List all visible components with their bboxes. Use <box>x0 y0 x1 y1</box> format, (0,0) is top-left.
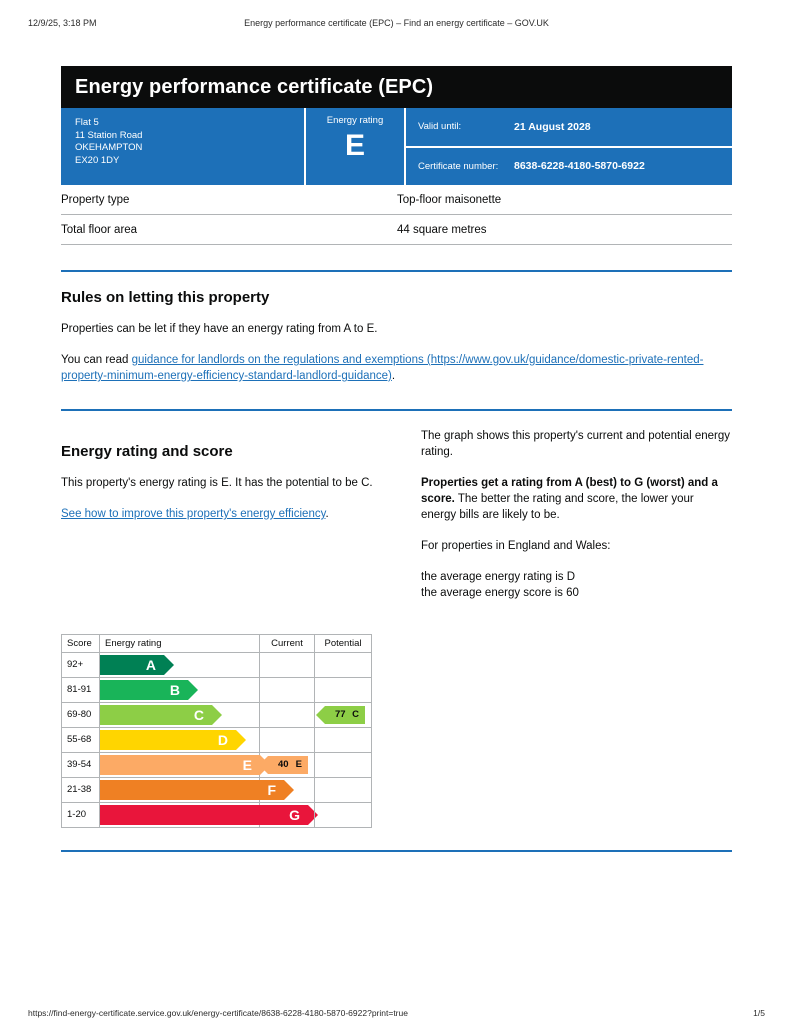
band-bar-a <box>100 655 164 675</box>
energy-rating-badge <box>306 108 406 185</box>
graph-col-score: Score <box>62 635 100 652</box>
band-area <box>100 703 260 727</box>
improve-efficiency-paragraph <box>61 506 421 522</box>
energy-rating-and-score-section <box>61 426 732 616</box>
certificate-number-value: 8638-6228-4180-5870-6922 <box>514 160 645 173</box>
energy-rating-label: Energy rating <box>326 115 384 126</box>
current-cell <box>260 728 315 752</box>
letting-rules-heading: Rules on letting this property <box>61 289 270 306</box>
graph-intro-text: The graph shows this property's current and potential energy rating. <box>421 430 731 458</box>
section-divider <box>61 409 732 411</box>
average-energy-score: the average energy score is 60 <box>421 587 579 599</box>
potential-cell <box>315 778 371 802</box>
band-bar-b <box>100 680 188 700</box>
current-rating-marker <box>268 756 308 774</box>
epc-rating-graph <box>61 634 372 828</box>
current-cell <box>260 803 315 827</box>
potential-cell <box>315 653 371 677</box>
rating-explainer-rest: The better the rating and score, the lower your energy bills are likely to be. <box>421 493 694 521</box>
improve-link-suffix: . <box>325 508 329 520</box>
section-divider-bottom <box>61 850 732 852</box>
letting-rules-paragraph: Properties can be let if they have an energy rating from A to E. <box>61 323 378 335</box>
valid-until-label: Valid until: <box>418 121 462 133</box>
graph-band-row <box>62 778 371 803</box>
band-score: 69-80 <box>62 703 100 727</box>
guidance-suffix: . <box>391 370 396 382</box>
current-cell <box>260 753 315 777</box>
band-area <box>100 728 260 752</box>
energy-rating-heading: Energy rating and score <box>61 443 233 460</box>
print-url: https://find-energy-certificate.service.gov.uk/energy-certificate/8638-6228-4180-5870-6922?print=true <box>28 1008 408 1018</box>
document-content <box>61 66 732 852</box>
guidance-prefix: You can read <box>61 354 132 366</box>
current-score: 40 <box>278 759 289 770</box>
band-bar-e <box>100 755 260 775</box>
graph-band-row <box>62 728 371 753</box>
band-letter: G <box>289 807 300 823</box>
certificate-number-label: Certificate number: <box>418 160 499 172</box>
current-cell <box>260 703 315 727</box>
potential-cell <box>315 678 371 702</box>
potential-cell <box>315 753 371 777</box>
band-letter: F <box>267 782 276 798</box>
detail-value: 44 square metres <box>397 224 487 236</box>
region-label: For properties in England and Wales: <box>421 540 611 552</box>
band-letter: A <box>145 657 156 673</box>
graph-col-potential: Potential <box>324 638 362 649</box>
band-score: 92+ <box>62 653 100 677</box>
landlord-guidance-paragraph <box>61 352 732 384</box>
energy-rating-paragraph: This property's energy rating is E. It has the potential to be C. <box>61 477 373 489</box>
print-page-number: 1/5 <box>753 1008 765 1018</box>
graph-band-row <box>62 703 371 728</box>
current-cell <box>260 678 315 702</box>
print-document-title: Energy performance certificate (EPC) – Find an energy certificate – GOV.UK <box>244 18 549 28</box>
band-area <box>100 678 260 702</box>
band-letter: B <box>169 682 180 698</box>
detail-key: Total floor area <box>61 224 138 236</box>
address-line-2: 11 Station Road <box>75 129 143 141</box>
valid-until-row <box>406 108 732 148</box>
average-energy-rating: the average energy rating is D <box>421 571 576 583</box>
band-letter: D <box>217 732 228 748</box>
band-area <box>100 753 260 777</box>
print-timestamp: 12/9/25, 3:18 PM <box>28 18 97 28</box>
certificate-summary <box>61 108 732 185</box>
address-line-1: Flat 5 <box>75 117 99 128</box>
potential-letter: C <box>352 709 359 720</box>
graph-header-row <box>62 635 371 653</box>
potential-rating-marker <box>325 706 365 724</box>
band-score: 21-38 <box>62 778 100 802</box>
certificate-number-row <box>406 148 732 186</box>
rating-right-column <box>421 426 732 616</box>
band-score: 55-68 <box>62 728 100 752</box>
graph-col-current: Current <box>260 635 315 652</box>
valid-until-value: 21 August 2028 <box>514 120 591 133</box>
band-bar-c <box>100 705 212 725</box>
band-score: 39-54 <box>62 753 100 777</box>
graph-band-row <box>62 803 371 827</box>
potential-cell <box>315 803 371 827</box>
band-score: 1-20 <box>62 803 100 827</box>
band-area <box>100 803 300 827</box>
page-title: Energy performance certificate (EPC) <box>75 75 434 98</box>
detail-value: Top-floor maisonette <box>397 194 502 206</box>
rating-explainer-text <box>421 475 732 523</box>
potential-cell <box>315 728 371 752</box>
certificate-title-banner <box>61 66 732 108</box>
band-area <box>100 653 260 677</box>
property-address <box>61 108 306 185</box>
address-line-4: EX20 1DY <box>75 154 120 166</box>
graph-band-row <box>62 678 371 703</box>
current-cell <box>260 653 315 677</box>
certificate-meta <box>406 108 732 185</box>
band-letter: C <box>193 707 204 723</box>
detail-key: Property type <box>61 194 130 206</box>
band-bar-d <box>100 730 236 750</box>
band-score: 81-91 <box>62 678 100 702</box>
current-cell <box>260 778 315 802</box>
landlord-guidance-link[interactable]: guidance for landlords on the regulations and exemptions (https://www.gov.uk/guidance/domestic-private-rented-property-minimum-energy-efficiency-standard-landlord-guidance) <box>61 354 704 382</box>
potential-cell <box>315 703 371 727</box>
band-area <box>100 778 276 802</box>
graph-band-row <box>62 653 371 678</box>
detail-row-property-type <box>61 185 732 215</box>
graph-band-row <box>62 753 371 778</box>
current-letter: E <box>295 759 302 770</box>
improve-efficiency-link[interactable]: See how to improve this property's energy efficiency <box>61 508 326 520</box>
rating-explainer-bold: Properties get a rating from A (best) to G (worst) and a score. <box>421 477 718 505</box>
energy-rating-letter: E <box>344 129 365 162</box>
graph-col-energy-rating: Energy rating <box>100 635 260 652</box>
address-line-3: OKEHAMPTON <box>75 142 143 153</box>
potential-score: 77 <box>335 709 346 720</box>
band-letter: E <box>242 757 252 773</box>
section-divider <box>61 270 732 272</box>
rating-left-column <box>61 426 421 616</box>
band-bar-f <box>100 780 284 800</box>
detail-row-total-floor-area <box>61 215 732 245</box>
